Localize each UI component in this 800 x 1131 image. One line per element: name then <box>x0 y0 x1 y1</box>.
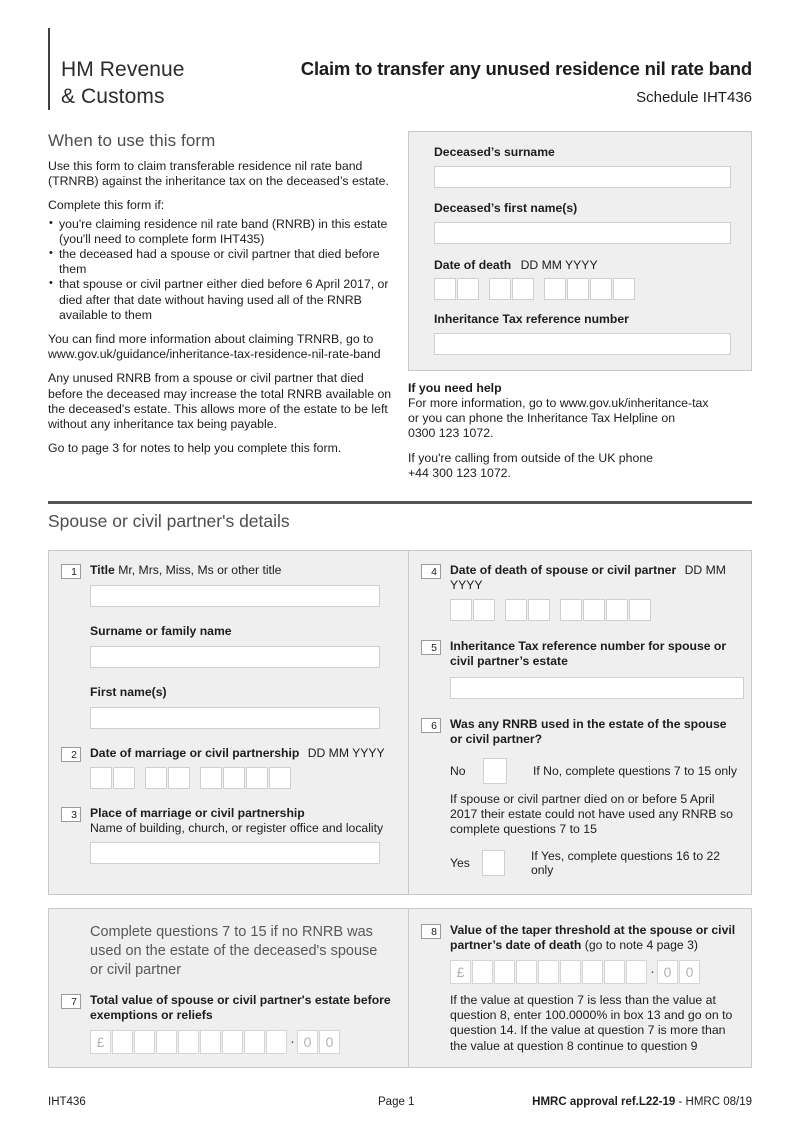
intro-paragraph-4: Go to page 3 for notes to help you complete this form. <box>48 441 342 456</box>
marriage-date-boxes[interactable] <box>90 767 394 789</box>
digit-box[interactable] <box>112 1030 133 1054</box>
digit-box[interactable] <box>626 960 647 984</box>
digit-box[interactable] <box>222 1030 243 1054</box>
question-1-label <box>90 563 394 578</box>
page-title: Claim to transfer any unused residence nil rate band <box>300 58 752 79</box>
help-line-5: +44 300 123 1072. <box>408 465 511 480</box>
when-to-use-heading: When to use this form <box>48 131 216 150</box>
rnrb-note: If spouse or civil partner died on or before 5 April 2017 their estate could not have used any RNRB so complete questions 7 to 15 <box>450 792 734 837</box>
date-box[interactable] <box>246 767 268 789</box>
question-number: 2 <box>61 747 81 762</box>
decimal-separator: · <box>290 1033 295 1050</box>
digit-box[interactable] <box>156 1030 177 1054</box>
footer-approval-ref: HMRC approval ref.L22-19 <box>532 1096 676 1108</box>
complete-if-label: Complete this form if: <box>48 198 165 213</box>
marriage-date-text: Date of marriage or civil partnership <box>90 746 300 760</box>
question-8-label <box>450 923 738 953</box>
pence-box[interactable]: 0 <box>297 1030 318 1054</box>
need-help-heading: If you need help <box>408 381 502 395</box>
footer-form-code: IHT436 <box>48 1096 86 1108</box>
spouse-firstnames-label: First name(s) <box>90 685 167 699</box>
pence-box[interactable]: 0 <box>657 960 678 984</box>
question-5 <box>421 639 738 699</box>
question-number: 1 <box>61 564 81 579</box>
pence-box[interactable]: 0 <box>679 960 700 984</box>
deceased-firstnames-label: Deceased’s first name(s) <box>434 201 578 215</box>
digit-box[interactable] <box>266 1030 287 1054</box>
question-4-label <box>450 563 738 593</box>
question-3 <box>61 806 394 864</box>
help-line-4: If you're calling from outside of the UK phone <box>408 450 654 465</box>
date-box[interactable] <box>90 767 112 789</box>
rnrb-no-row <box>450 758 738 784</box>
currency-symbol-box: £ <box>90 1030 111 1054</box>
question-8-money-boxes[interactable] <box>450 960 738 984</box>
need-help-overseas <box>408 451 752 481</box>
date-box[interactable] <box>457 278 479 300</box>
help-line-3: 0300 123 1072. <box>408 426 494 441</box>
section-divider-rule <box>48 501 752 504</box>
question-number: 8 <box>421 924 441 939</box>
question-1 <box>61 563 394 729</box>
question-number: 3 <box>61 807 81 822</box>
question-number: 4 <box>421 564 441 579</box>
date-box[interactable] <box>505 599 527 621</box>
bottom-right-column <box>409 909 752 1067</box>
date-box[interactable] <box>590 278 612 300</box>
spouse-dod-text: Date of death of spouse or civil partner <box>450 563 677 577</box>
date-box[interactable] <box>583 599 605 621</box>
date-box[interactable] <box>473 599 495 621</box>
footer-page-number: Page 1 <box>378 1096 415 1108</box>
deceased-surname-label: Deceased’s surname <box>434 145 555 159</box>
digit-box[interactable] <box>538 960 559 984</box>
help-line-1: For more information, go to www.gov.uk/inheritance-tax <box>408 396 709 410</box>
date-box[interactable] <box>113 767 135 789</box>
pence-box[interactable]: 0 <box>319 1030 340 1054</box>
digit-box[interactable] <box>604 960 625 984</box>
rnrb-no-label: No <box>450 764 466 778</box>
digit-box[interactable] <box>134 1030 155 1054</box>
marriage-place-input[interactable] <box>90 842 380 864</box>
question-5-label: Inheritance Tax reference number for spouse or civil partner’s estate <box>450 639 727 668</box>
rnrb-no-checkbox[interactable] <box>483 758 507 784</box>
hmrc-logo-line2: & Customs <box>61 85 165 108</box>
date-box[interactable] <box>560 599 582 621</box>
hmrc-logo <box>48 28 185 110</box>
rnrb-yes-hint: If Yes, complete questions 16 to 22 only <box>531 848 721 877</box>
title-label-bold: Title <box>90 563 115 577</box>
intro-paragraph-1: Use this form to claim transferable residence nil rate band (TRNRB) against the inheritance tax on the deceased’s estate. <box>48 159 389 189</box>
spouse-iht-reference-input[interactable] <box>450 677 744 699</box>
complete-7-to-15-heading: Complete questions 7 to 15 if no RNRB was used on the estate of the deceased's spouse or civil partner <box>90 924 378 978</box>
deceased-surname-input[interactable] <box>434 166 731 188</box>
intro-paragraph-2: You can find more information about claiming TRNRB, go to www.gov.uk/guidance/inheritance-tax-residence-nil-rate-band <box>48 332 381 362</box>
spouse-dod-boxes[interactable] <box>450 599 738 621</box>
deceased-details-panel <box>408 131 752 371</box>
date-box[interactable] <box>200 767 222 789</box>
questions-7-to-15-panel <box>48 908 752 1068</box>
date-box[interactable] <box>450 599 472 621</box>
date-box[interactable] <box>613 278 635 300</box>
question-number: 6 <box>421 718 441 733</box>
need-help-body <box>408 396 752 442</box>
date-of-death-boxes[interactable] <box>434 278 731 300</box>
spouse-firstnames-input[interactable] <box>90 707 380 729</box>
rnrb-yes-row <box>450 849 738 877</box>
rnrb-yes-label: Yes <box>450 855 470 870</box>
section-heading-spouse: Spouse or civil partner's details <box>48 511 290 531</box>
date-box[interactable] <box>544 278 566 300</box>
question-6-label: Was any RNRB used in the estate of the spouse or civil partner? <box>450 717 727 746</box>
question-2 <box>61 746 394 789</box>
intro-paragraph-3: Any unused RNRB from a spouse or civil partner that died before the deceased may increase the total RNRB available on the deceased's estate. This allows more of the estate to be left without any inheritance tax being payable. <box>48 371 392 432</box>
question-number: 5 <box>421 640 441 655</box>
spouse-panel-right-column <box>409 551 752 894</box>
question-6 <box>421 717 738 877</box>
question-8 <box>421 923 738 1054</box>
spouse-panel-left-column <box>49 551 408 894</box>
question-7-money-boxes[interactable] <box>90 1030 394 1054</box>
schedule-code: Schedule IHT436 <box>636 89 752 106</box>
currency-symbol-box: £ <box>450 960 471 984</box>
bottom-left-column <box>49 909 408 1067</box>
digit-box[interactable] <box>582 960 603 984</box>
question-2-label <box>90 746 394 761</box>
date-format-hint: DD MM YYYY <box>520 258 598 272</box>
date-box[interactable] <box>434 278 456 300</box>
digit-box[interactable] <box>244 1030 265 1054</box>
question-7-label: Total value of spouse or civil partner's estate before exemptions or reliefs <box>90 993 391 1022</box>
spouse-surname-input[interactable] <box>90 646 380 668</box>
question-3-label: Place of marriage or civil partnership <box>90 806 305 820</box>
decimal-separator: · <box>650 963 655 980</box>
date-format-hint: DD MM YYYY <box>307 746 385 760</box>
need-help-section <box>408 381 752 490</box>
footer-approval-date: - HMRC 08/19 <box>675 1096 752 1108</box>
question-4 <box>421 563 738 621</box>
date-box[interactable] <box>629 599 651 621</box>
digit-box[interactable] <box>200 1030 221 1054</box>
digit-box[interactable] <box>494 960 515 984</box>
iht-reference-input[interactable] <box>434 333 731 355</box>
date-box[interactable] <box>168 767 190 789</box>
digit-box[interactable] <box>472 960 493 984</box>
date-box[interactable] <box>528 599 550 621</box>
date-of-death-text: Date of death <box>434 258 512 272</box>
question-8-note: If the value at question 7 is less than the value at question 8, enter 100.0000% in box 13 and go on to question 14. If the value at question 7 is more than the value at question 8 continue to question 9 <box>450 993 733 1053</box>
date-box[interactable] <box>567 278 589 300</box>
iht-reference-label: Inheritance Tax reference number <box>434 312 629 326</box>
digit-box[interactable] <box>516 960 537 984</box>
digit-box[interactable] <box>178 1030 199 1054</box>
help-line-2: or you can phone the Inheritance Tax Helpline on <box>408 411 676 426</box>
date-box[interactable] <box>512 278 534 300</box>
when-to-use-section <box>48 131 398 465</box>
hmrc-logo-line1: HM Revenue <box>61 58 185 81</box>
date-box[interactable] <box>489 278 511 300</box>
intro-bullet-list <box>48 217 398 323</box>
date-box[interactable] <box>145 767 167 789</box>
spouse-details-panel <box>48 550 752 895</box>
list-item: • that spouse or civil partner either died before 6 April 2017, or died after that date without having used all of the RNRB available to them <box>48 277 398 323</box>
rnrb-yes-checkbox[interactable] <box>482 850 505 876</box>
title-label-hint: Mr, Mrs, Miss, Ms or other title <box>118 563 282 577</box>
list-item: • the deceased had a spouse or civil partner that died before them <box>48 247 398 277</box>
list-item: • you're claiming residence nil rate band (RNRB) in this estate (you'll need to complete form IHT435) <box>48 217 398 247</box>
footer-approval <box>532 1096 752 1108</box>
date-box[interactable] <box>606 599 628 621</box>
date-format-hint: DD MM YYYY <box>450 563 726 592</box>
date-box[interactable] <box>269 767 291 789</box>
digit-box[interactable] <box>560 960 581 984</box>
rnrb-no-hint: If No, complete questions 7 to 15 only <box>533 764 737 778</box>
title-block <box>232 58 752 106</box>
taper-threshold-text: Value of the taper threshold at the spouse or civil partner’s date of death <box>450 923 736 952</box>
spouse-surname-label: Surname or family name <box>90 624 232 638</box>
spouse-title-input[interactable] <box>90 585 380 607</box>
deceased-firstnames-input[interactable] <box>434 222 731 244</box>
question-7 <box>61 993 394 1054</box>
page-header <box>48 28 752 120</box>
question-3-sublabel: Name of building, church, or register office and locality <box>90 821 384 835</box>
date-of-death-label <box>434 258 731 272</box>
question-number: 7 <box>61 994 81 1009</box>
taper-threshold-note-ref: (go to note 4 page 3) <box>584 938 698 952</box>
date-box[interactable] <box>223 767 245 789</box>
